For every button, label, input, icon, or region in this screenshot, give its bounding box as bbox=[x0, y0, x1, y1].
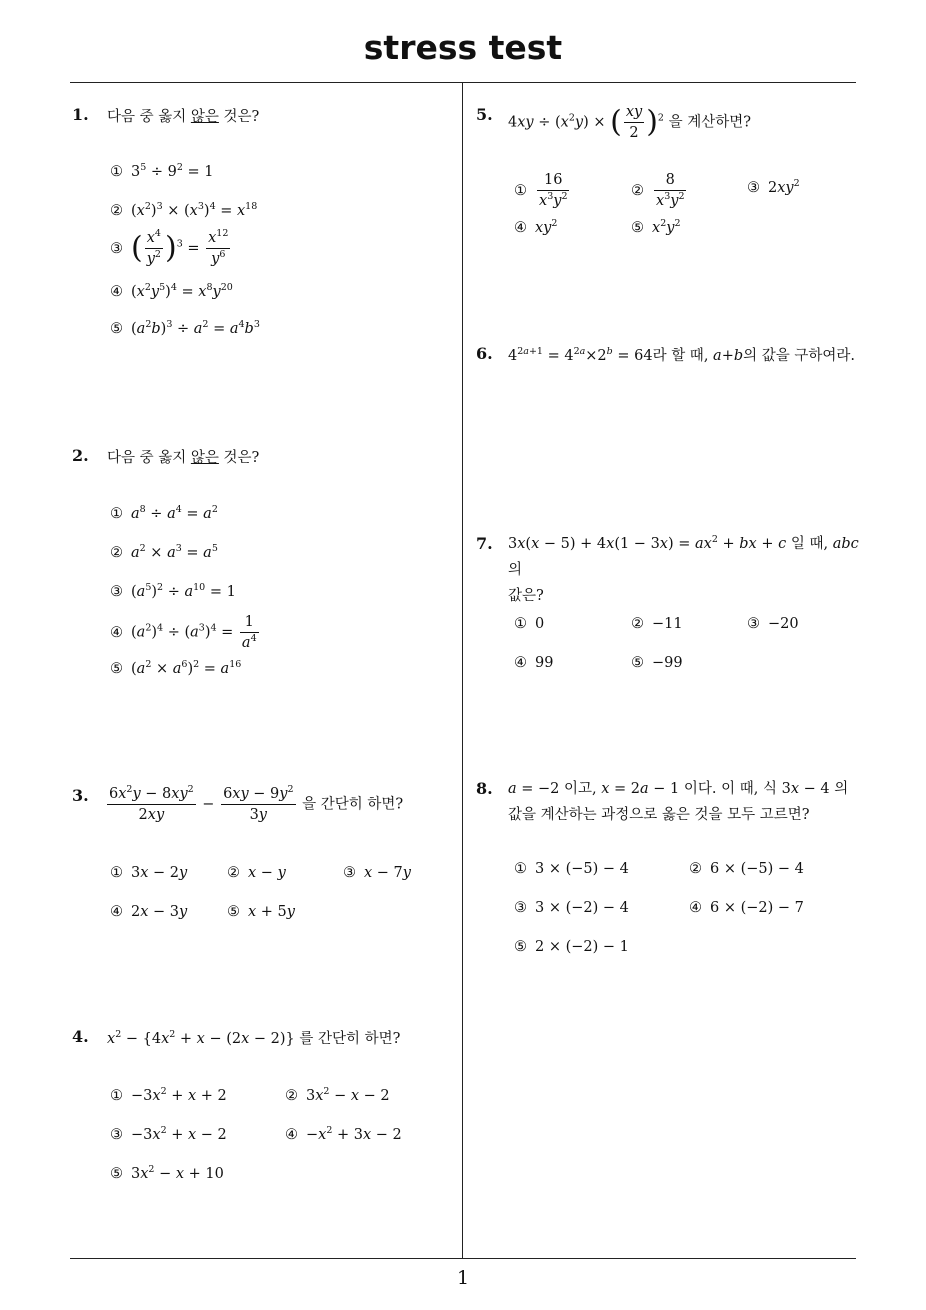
choice-1-2[interactable]: ② $(x^2)^3 \times (x^3)^4 = x^{18}$ bbox=[110, 201, 258, 219]
choice-7-2[interactable]: ② −11 bbox=[631, 616, 683, 632]
choice-1-1[interactable]: ① $3^5 \div 9^2 = 1$ bbox=[110, 162, 214, 180]
choice-1-5[interactable]: ⑤ $(a^2b)^3 \div a^2 = a^4b^3$ bbox=[110, 319, 260, 337]
page-title: stress test bbox=[363, 28, 563, 67]
problem-stem: $x^2 - \{4x^2 + x - (2x - 2)\}$ 를 간단히 하면? bbox=[107, 1029, 401, 1047]
problem-number: 5. bbox=[476, 105, 493, 124]
choice-5-2[interactable]: ② $\frac{8}{x^3y^2}$ bbox=[631, 172, 685, 209]
choice-8-3[interactable]: ③ 3 × (−2) − 4 bbox=[514, 900, 629, 916]
choice-8-1[interactable]: ① 3 × (−5) − 4 bbox=[514, 861, 629, 877]
choice-3-4[interactable]: ④ 2x − 3y bbox=[110, 904, 188, 920]
column-divider bbox=[462, 83, 463, 1259]
choice-3-2[interactable]: ② x − y bbox=[227, 865, 286, 881]
choice-1-3[interactable]: ③ ( $\frac{x^4}{y^2}$ )$^3$ = $\frac{x^{12}}{y^6}$ bbox=[110, 228, 229, 267]
choice-2-2[interactable]: ② $a^2 \times a^3 = a^5$ bbox=[110, 543, 218, 561]
choice-5-1[interactable]: ① $\frac{16}{x^3y^2}$ bbox=[514, 172, 568, 209]
choice-7-4[interactable]: ④ 99 bbox=[514, 655, 554, 671]
choice-4-3[interactable]: ③ $-3x^2 + x - 2$ bbox=[110, 1125, 227, 1143]
choice-2-3[interactable]: ③ $(a^5)^2 \div a^{10} = 1$ bbox=[110, 582, 236, 600]
problem-number: 8. bbox=[476, 779, 493, 798]
choice-2-5[interactable]: ⑤ $(a^2 \times a^6)^2 = a^{16}$ bbox=[110, 659, 242, 677]
choice-4-5[interactable]: ⑤ $3x^2 - x + 10$ bbox=[110, 1164, 224, 1182]
problem-number: 2. bbox=[72, 446, 89, 465]
problem-stem: 다음 중 옳지 않은 것은? bbox=[107, 109, 260, 125]
choice-7-5[interactable]: ⑤ −99 bbox=[631, 655, 683, 671]
problem-number: 1. bbox=[72, 105, 89, 124]
problem-stem: a = −2 이고, x = 2a − 1 이다. 이 때, 식 3x − 4 의 값을 계산하는 과정으로 옳은 것을 모두 고르면? bbox=[508, 781, 849, 823]
choice-4-2[interactable]: ② $3x^2 - x - 2$ bbox=[285, 1086, 390, 1104]
top-divider bbox=[70, 82, 856, 83]
page-number: 1 bbox=[456, 1267, 470, 1289]
choice-8-4[interactable]: ④ 6 × (−2) − 7 bbox=[689, 900, 804, 916]
choice-3-5[interactable]: ⑤ x + 5y bbox=[227, 904, 295, 920]
choice-5-3[interactable]: ③ $2xy^2$ bbox=[747, 178, 800, 196]
choice-3-1[interactable]: ① 3x − 2y bbox=[110, 865, 188, 881]
bottom-divider bbox=[70, 1258, 856, 1259]
problem-stem: $3x(x - 5) + 4x(1 - 3x) = ax^2$ + bx + c 일 때, abc 의 값은? bbox=[508, 534, 859, 604]
choice-3-3[interactable]: ③ x − 7y bbox=[343, 865, 411, 881]
choice-5-5[interactable]: ⑤ $x^2y^2$ bbox=[631, 218, 681, 236]
choice-7-1[interactable]: ① 0 bbox=[514, 616, 545, 632]
choice-5-4[interactable]: ④ $xy^2$ bbox=[514, 218, 558, 236]
choice-2-4[interactable]: ④ $(a^2)^4 \div (a^3)^4$ = $\frac{1}{a^4}$ bbox=[110, 614, 257, 651]
problem-stem: 다음 중 옳지 않은 것은? bbox=[107, 450, 260, 466]
choice-2-1[interactable]: ① $a^8 \div a^4 = a^2$ bbox=[110, 504, 218, 522]
choice-8-2[interactable]: ② 6 × (−5) − 4 bbox=[689, 861, 804, 877]
choice-4-1[interactable]: ① $-3x^2 + x + 2$ bbox=[110, 1086, 227, 1104]
choice-4-4[interactable]: ④ $-x^2 + 3x - 2$ bbox=[285, 1125, 402, 1143]
problem-number: 7. bbox=[476, 534, 493, 553]
problem-number: 4. bbox=[72, 1027, 89, 1046]
choice-1-4[interactable]: ④ $(x^2y^5)^4 = x^8y^{20}$ bbox=[110, 282, 233, 300]
problem-5-stem: $4xy \div (x^2y)$ × ( $\frac{xy}{2}$ )$^2$ 을 계산하면? bbox=[508, 104, 751, 141]
problem-number: 6. bbox=[476, 344, 493, 363]
choice-8-5[interactable]: ⑤ 2 × (−2) − 1 bbox=[514, 939, 629, 955]
choice-7-3[interactable]: ③ −20 bbox=[747, 616, 799, 632]
problem-number: 3. bbox=[72, 786, 89, 805]
problem-stem: $4^{2a+1} = 4^{2a}\times 2^b = 64$라 할 때, a+b의 값을 구하여라. bbox=[508, 346, 856, 364]
problem-3-stem: $\frac{6x^2y - 8xy^2}{2xy}$ − $\frac{6xy - 9y^2}{3y}$ 을 간단히 하면? bbox=[109, 784, 404, 823]
